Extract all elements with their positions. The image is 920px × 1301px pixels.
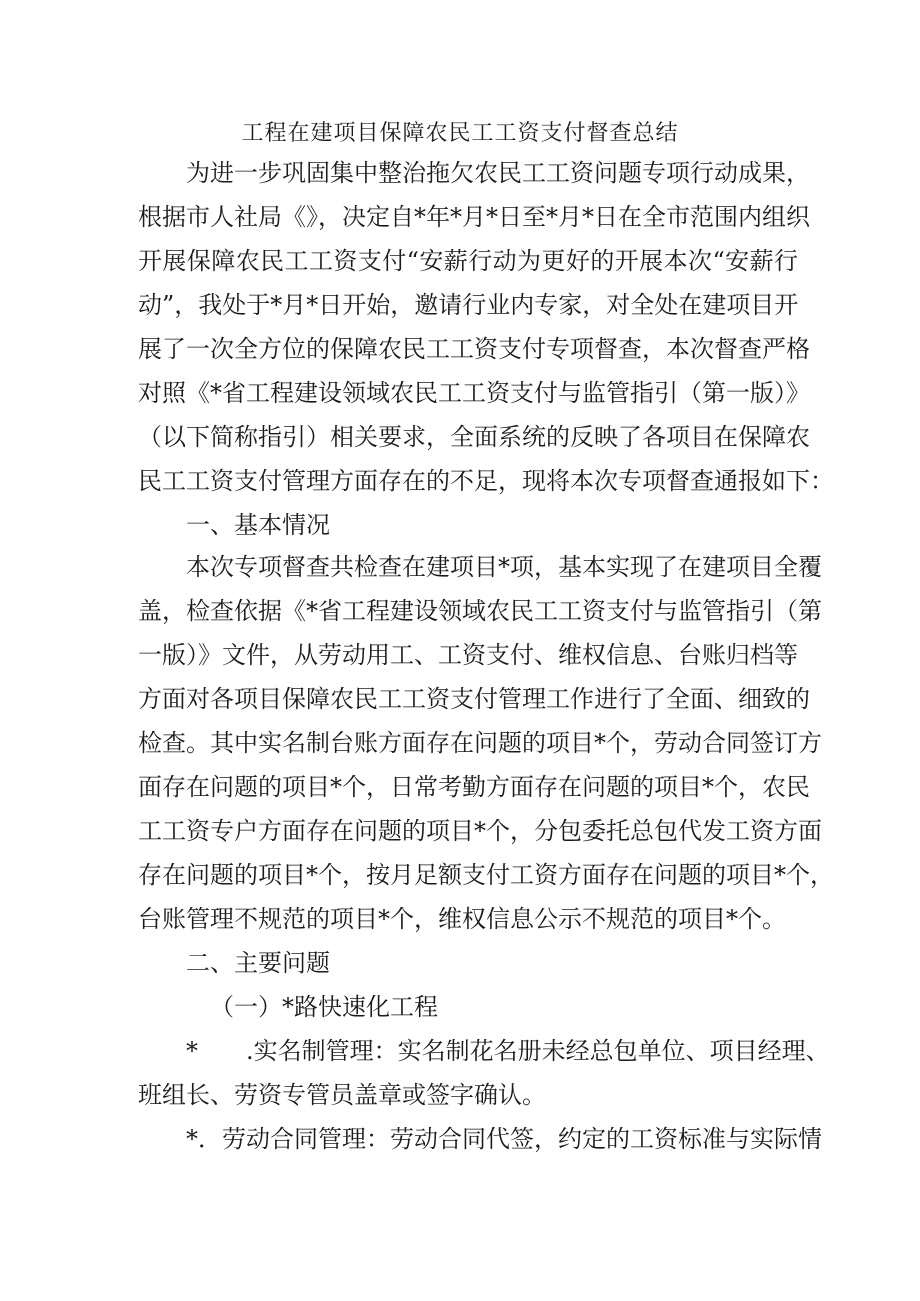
paragraph-line: *．劳动合同管理：劳动合同代签，约定的工资标准与实际情 <box>186 1125 822 1153</box>
section-heading: 二、主要问题 <box>186 949 330 977</box>
paragraph-line: 检查。其中实名制台账方面存在问题的项目*个，劳动合同签订方 <box>138 729 822 757</box>
paragraph-line: 开展保障农民工工资支付“安薪行动为更好的开展本次“安薪行 <box>138 247 798 275</box>
paragraph-line: 对照《*省工程建设领域农民工工资支付与监管指引（第一版）》 <box>138 379 810 407</box>
section-heading: 一、基本情况 <box>186 511 330 539</box>
paragraph-line: * .实名制管理：实名制花名册未经总包单位、项目经理、 <box>186 1037 830 1065</box>
paragraph-line: 本次专项督查共检查在建项目*项，基本实现了在建项目全覆 <box>186 553 822 581</box>
subsection-heading: （一）*路快速化工程 <box>210 993 438 1021</box>
paragraph-line: 面存在问题的项目*个，日常考勤方面存在问题的项目*个，农民 <box>138 773 810 801</box>
paragraph-line: 民工工资支付管理方面存在的不足，现将本次专项督查通报如下： <box>138 467 834 495</box>
document-title: 工程在建项目保障农民工工资支付督查总结 <box>241 121 679 146</box>
paragraph-line: 展了一次全方位的保障农民工工资支付专项督查，本次督查严格 <box>138 335 810 363</box>
paragraph-line: 班组长、劳资专管员盖章或签字确认。 <box>138 1081 546 1109</box>
paragraph-line: 方面对各项目保障农民工工资支付管理工作进行了全面、细致的 <box>138 685 810 713</box>
paragraph-line: 盖，检查依据《*省工程建设领域农民工工资支付与监管指引（第 <box>138 597 822 625</box>
paragraph-line: 为进一步巩固集中整治拖欠农民工工资问题专项行动成果， <box>186 159 810 187</box>
paragraph-line: 台账管理不规范的项目*个，维权信息公示不规范的项目*个。 <box>138 905 786 933</box>
paragraph-line: 根据市人社局《》，决定自*年*月*日至*月*日在全市范围内组织 <box>138 203 810 231</box>
paragraph-line: （以下简称指引）相关要求，全面系统的反映了各项目在保障农 <box>138 423 810 451</box>
paragraph-line: 工工资专户方面存在问题的项目*个，分包委托总包代发工资方面 <box>138 817 822 845</box>
paragraph-line: 动”，我处于*月*日开始，邀请行业内专家，对全处在建项目开 <box>138 291 799 319</box>
paragraph-line: 一版）》文件，从劳动用工、工资支付、维权信息、台账归档等 <box>138 641 798 669</box>
paragraph-line: 存在问题的项目*个，按月足额支付工资方面存在问题的项目*个， <box>138 861 834 889</box>
